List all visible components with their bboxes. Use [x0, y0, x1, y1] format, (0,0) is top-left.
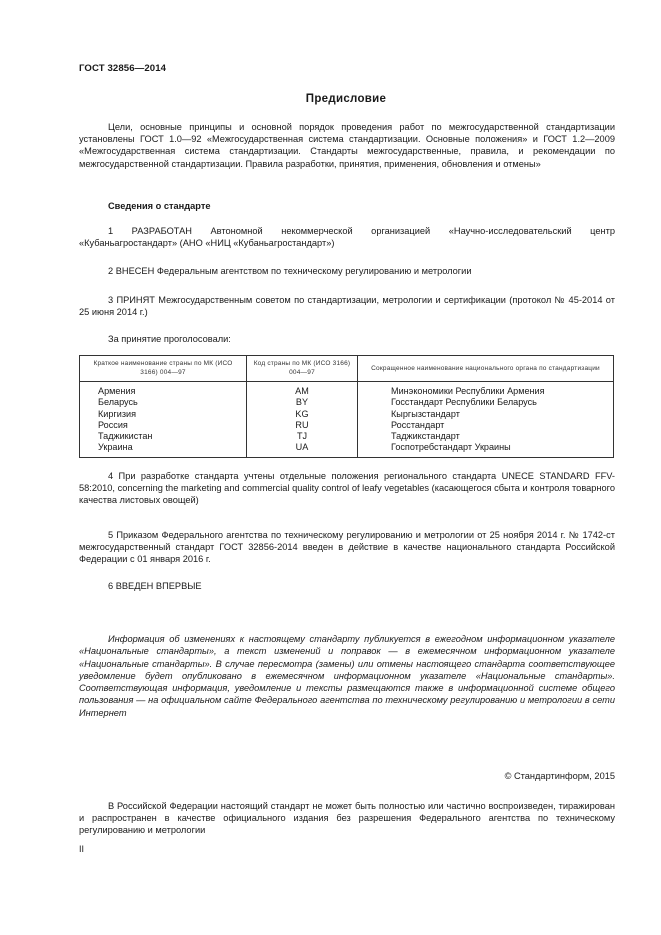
country-code: AM: [247, 382, 358, 398]
country-name: Таджикистан: [80, 431, 247, 442]
country-name: Киргизия: [80, 409, 247, 420]
voting-table: [79, 355, 614, 458]
header-standards-body: Сокращенное наименование национального органа по стандартизации: [358, 356, 614, 382]
table-row: [80, 409, 614, 420]
table-row: [80, 382, 614, 398]
item-introduced: 2 ВНЕСЕН Федеральным агентством по техническому регулированию и метрологии: [108, 266, 472, 276]
section-title: Сведения о стандарте: [108, 201, 211, 211]
country-name: Украина: [80, 442, 247, 457]
standards-body: Росстандарт: [358, 420, 614, 431]
table-row: [80, 431, 614, 442]
item-regional-standard: 4 При разработке стандарта учтены отдельные положения регионального стандарта UNECE STANDARD FFV-58:2010, concerning the marketing and commercial quality control of leafy vegetables (касающегося сбыта и контроля товарного качества листовых овощей): [79, 471, 615, 506]
standards-body: Минэкономики Республики Армения: [358, 382, 614, 398]
item-first-time: 6 ВВЕДЕН ВПЕРВЫЕ: [108, 581, 202, 591]
change-info-notice: Информация об изменениях к настоящему стандарту публикуется в ежегодном информационном указателе «Национальные стандарты», а текст изменений и поправок — в ежемесячном информационном указателе «Национальные стандарты». В случае пересмотра (замены) или отмены настоящего стандарта соответствующее уведомление будет опубликовано в ежемесячном информационном указателе «Национальные стандарты». Соответствующая информация, уведомление и тексты размещаются также в информационной системе общего пользования — на официальном сайте Федерального агентства по техническому регулированию и метрологии в сети Интернет: [79, 634, 615, 718]
item-developed: 1 РАЗРАБОТАН Автономной некоммерческой организацией «Научно-исследовательский центр «Кубаньагростандарт» (АНО «НИЦ «Кубаньагростандарт»): [79, 226, 615, 249]
table-row: [80, 442, 614, 457]
reproduction-notice: В Российской Федерации настоящий стандарт не может быть полностью или частично воспроизведен, тиражирован и распространен в качестве официального издания без разрешения Федерального агентства по техническому регулированию и метрологии: [79, 801, 615, 836]
intro-paragraph: Цели, основные принципы и основной порядок проведения работ по межгосударственной стандартизации установлены ГОСТ 1.0—92 «Межгосударственная система стандартизации. Основные положения» и ГОСТ 1.2—2009 «Межгосударственная система стандартизации. Стандарты межгосударственные, правила, и рекомендации по межгосударственной стандартизации. Правила разработки, принятия, применения, обновления и отмены»: [79, 122, 615, 169]
country-code: TJ: [247, 431, 358, 442]
document-header: ГОСТ 32856—2014: [79, 63, 167, 74]
country-name: Россия: [80, 420, 247, 431]
country-code: KG: [247, 409, 358, 420]
country-code: RU: [247, 420, 358, 431]
item-order: 5 Приказом Федерального агентства по техническому регулированию и метрологии от 25 ноября 2014 г. № 1742-ст межгосударственный стандарт ГОСТ 32856-2014 введен в действие в качестве национального стандарта Российской Федерации с 01 января 2016 г.: [79, 530, 615, 565]
country-code: UA: [247, 442, 358, 457]
country-name: Армения: [80, 382, 247, 398]
country-name: Беларусь: [80, 397, 247, 408]
table-header-row: [80, 356, 614, 382]
copyright: © Стандартинформ, 2015: [504, 771, 615, 781]
voted-label: За принятие проголосовали:: [108, 334, 231, 344]
standards-body: Госпотребстандарт Украины: [358, 442, 614, 457]
standards-body: Таджикстандарт: [358, 431, 614, 442]
country-code: BY: [247, 397, 358, 408]
header-country-code: Код страны по МК (ИСО 3166) 004—97: [247, 356, 358, 382]
page-title: Предисловие: [305, 93, 387, 105]
table-row: [80, 397, 614, 408]
item-adopted: 3 ПРИНЯТ Межгосударственным советом по стандартизации, метрологии и сертификации (протокол № 45-2014 от 25 июня 2014 г.): [79, 295, 615, 318]
page-number: II: [79, 844, 85, 854]
header-country-name: Краткое наименование страны по МК (ИСО 3166) 004—97: [80, 356, 247, 382]
table-row: [80, 420, 614, 431]
standards-body: Госстандарт Республики Беларусь: [358, 397, 614, 408]
standards-body: Кыргызстандарт: [358, 409, 614, 420]
